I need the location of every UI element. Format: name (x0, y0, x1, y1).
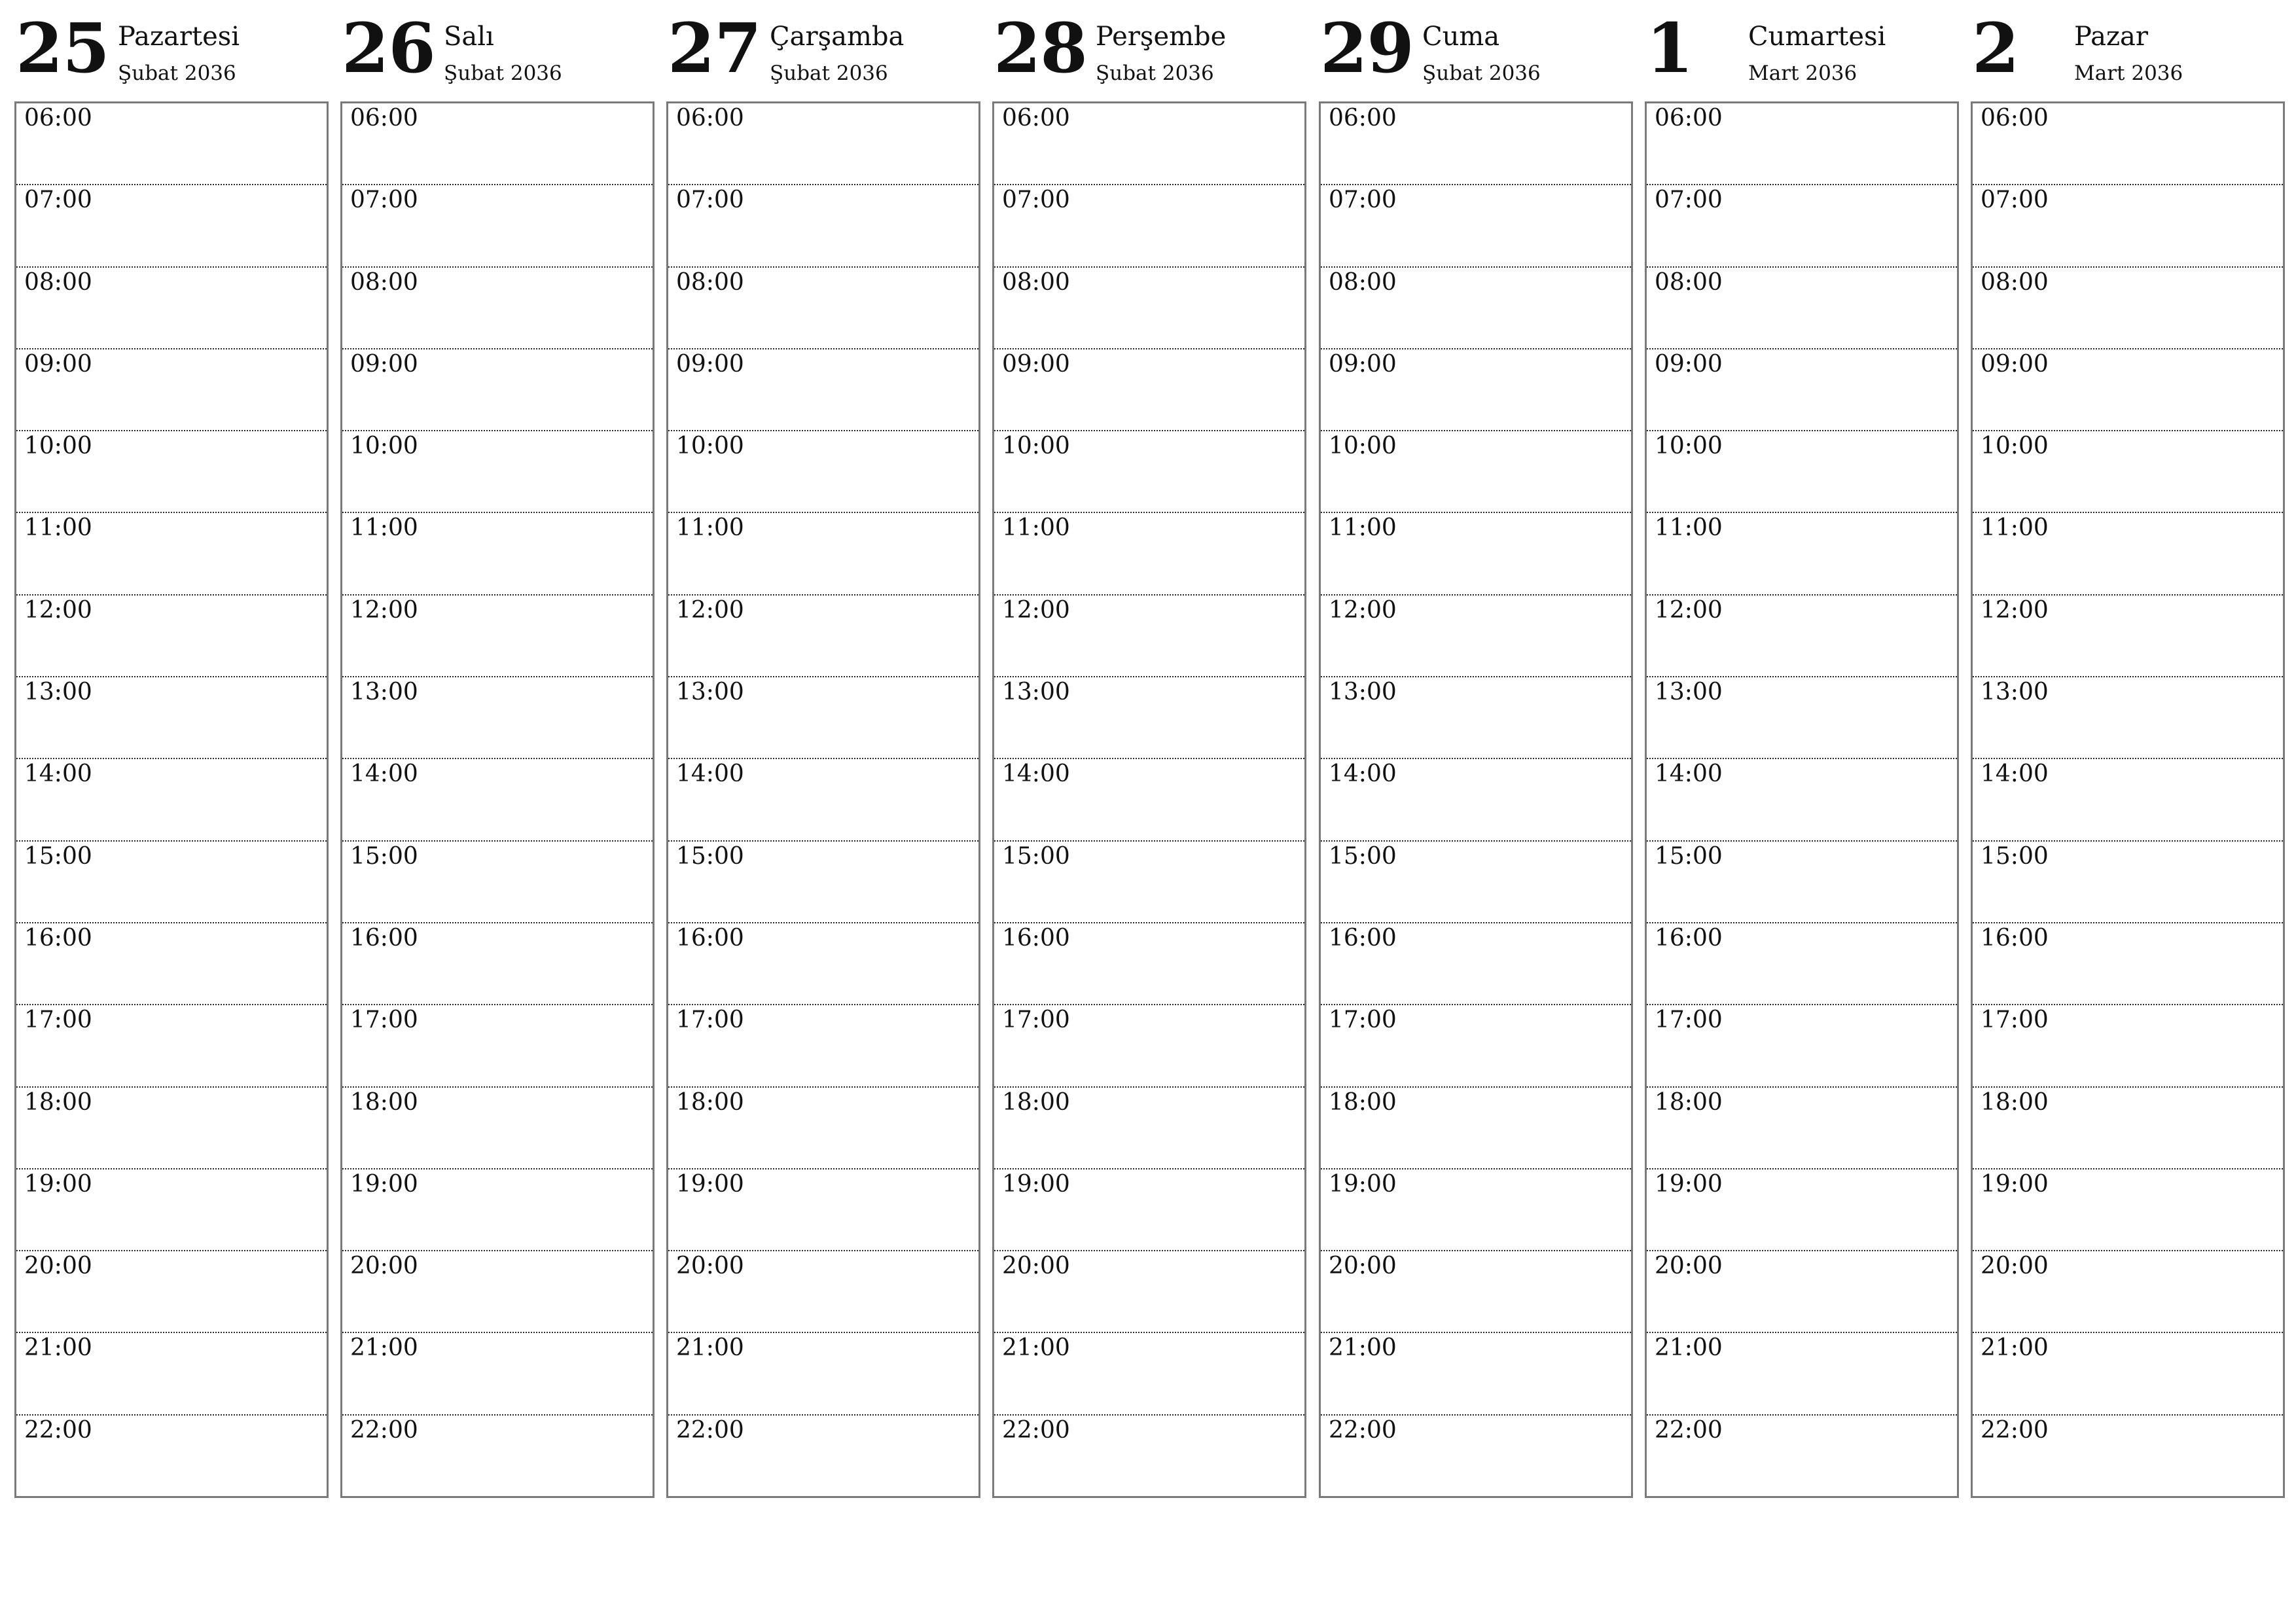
time-slot[interactable] (994, 513, 1304, 595)
time-slot[interactable] (1973, 759, 2283, 841)
time-slot-label: 14:00 (1655, 760, 1723, 788)
time-slot-label: 12:00 (676, 596, 744, 624)
time-slot-label: 15:00 (350, 842, 418, 870)
day-header (1971, 0, 2284, 101)
time-slot-label: 21:00 (1002, 1334, 1070, 1362)
day-column (992, 0, 1305, 1444)
day-name: Perşembe (1096, 22, 1227, 52)
time-slot-label: 15:00 (676, 842, 744, 870)
time-slot[interactable] (342, 513, 653, 595)
time-slot-label: 13:00 (1981, 679, 2049, 706)
time-slot-label: 19:00 (1329, 1170, 1397, 1198)
time-slot-label: 21:00 (350, 1334, 418, 1362)
time-slot[interactable] (16, 842, 327, 923)
day-header (340, 0, 653, 101)
time-slot-label: 18:00 (350, 1088, 418, 1116)
time-slot[interactable] (16, 1169, 327, 1251)
time-slot-label: 09:00 (1981, 350, 2049, 378)
time-slot[interactable] (1647, 842, 1957, 923)
time-slot-label: 07:00 (1002, 187, 1070, 214)
time-slot[interactable] (342, 677, 653, 759)
day-number: 29 (1320, 8, 1414, 88)
day-schedule-box (666, 101, 980, 1498)
time-slot[interactable] (342, 349, 653, 431)
time-slot-label: 12:00 (1655, 596, 1723, 624)
time-slot-label: 18:00 (24, 1088, 92, 1116)
time-slot-label: 18:00 (1002, 1088, 1070, 1116)
time-slot-label: 06:00 (1655, 105, 1723, 132)
time-slot[interactable] (16, 596, 327, 677)
time-slot[interactable] (16, 1416, 327, 1497)
time-slot-label: 19:00 (1002, 1170, 1070, 1198)
time-slot-label: 14:00 (1002, 760, 1070, 788)
time-slot-label: 10:00 (676, 433, 744, 460)
time-slot[interactable] (342, 103, 653, 185)
time-slot-label: 14:00 (1981, 760, 2049, 788)
time-slot-label: 09:00 (1002, 350, 1070, 378)
day-schedule-box (1319, 101, 1633, 1498)
time-slot[interactable] (1321, 1251, 1631, 1333)
time-slot[interactable] (994, 1333, 1304, 1415)
time-slot[interactable] (668, 1005, 978, 1087)
time-slot-label: 07:00 (1981, 187, 2049, 214)
time-slot[interactable] (1321, 596, 1631, 677)
time-slot[interactable] (668, 1088, 978, 1169)
time-slot-label: 07:00 (1329, 187, 1397, 214)
time-slot[interactable] (1321, 268, 1631, 349)
time-slot[interactable] (16, 1005, 327, 1087)
time-slot[interactable] (1647, 1169, 1957, 1251)
time-slot[interactable] (1973, 431, 2283, 513)
time-slot[interactable] (1321, 677, 1631, 759)
time-slot[interactable] (1647, 1251, 1957, 1333)
time-slot-label: 12:00 (350, 596, 418, 624)
time-slot-label: 13:00 (1002, 679, 1070, 706)
day-number: 2 (1972, 8, 2019, 88)
time-slot[interactable] (342, 1088, 653, 1169)
time-slot-label: 22:00 (1655, 1416, 1723, 1444)
day-name: Pazartesi (118, 22, 240, 52)
time-slot[interactable] (994, 677, 1304, 759)
time-slot-label: 15:00 (1655, 842, 1723, 870)
time-slot-label: 08:00 (24, 268, 92, 296)
time-slot-label: 19:00 (676, 1170, 744, 1198)
day-column (1971, 0, 2284, 1444)
time-slot[interactable] (1973, 513, 2283, 595)
time-slot[interactable] (16, 759, 327, 841)
time-slot-label: 15:00 (1002, 842, 1070, 870)
time-slot-label: 07:00 (676, 187, 744, 214)
time-slot-label: 11:00 (1981, 514, 2049, 542)
time-slot[interactable] (1647, 349, 1957, 431)
time-slot-label: 11:00 (1329, 514, 1397, 542)
time-slot[interactable] (16, 268, 327, 349)
day-name: Cumartesi (1748, 22, 1886, 52)
time-slot[interactable] (994, 759, 1304, 841)
time-slot-label: 11:00 (1002, 514, 1070, 542)
time-slot[interactable] (668, 1416, 978, 1497)
time-slot[interactable] (1973, 1333, 2283, 1415)
day-column (666, 0, 979, 1444)
time-slot[interactable] (668, 185, 978, 267)
time-slot[interactable] (994, 1088, 1304, 1169)
time-slot-label: 10:00 (1002, 433, 1070, 460)
time-slot-label: 20:00 (350, 1253, 418, 1280)
time-slot[interactable] (668, 842, 978, 923)
time-slot-label: 07:00 (1655, 187, 1723, 214)
time-slot[interactable] (1647, 103, 1957, 185)
time-slot-label: 08:00 (1329, 268, 1397, 296)
time-slot[interactable] (994, 596, 1304, 677)
time-slot-label: 08:00 (1002, 268, 1070, 296)
time-slot[interactable] (668, 1251, 978, 1333)
time-slot-label: 20:00 (1329, 1253, 1397, 1280)
time-slot-label: 21:00 (1329, 1334, 1397, 1362)
time-slot-label: 09:00 (1329, 350, 1397, 378)
time-slot[interactable] (994, 1005, 1304, 1087)
time-slot[interactable] (1321, 1088, 1631, 1169)
time-slot-label: 22:00 (1002, 1416, 1070, 1444)
time-slot-label: 10:00 (1655, 433, 1723, 460)
time-slot[interactable] (342, 1416, 653, 1497)
time-slot-label: 17:00 (1655, 1007, 1723, 1034)
day-month: Şubat 2036 (1422, 62, 1541, 85)
time-slot[interactable] (1647, 1333, 1957, 1415)
time-slot-label: 17:00 (1981, 1007, 2049, 1034)
time-slot-label: 17:00 (1002, 1007, 1070, 1034)
time-slot-label: 11:00 (1655, 514, 1723, 542)
time-slot-label: 09:00 (676, 350, 744, 378)
time-slot[interactable] (16, 677, 327, 759)
time-slot-label: 16:00 (676, 924, 744, 952)
day-schedule-box (14, 101, 329, 1498)
time-slot-label: 15:00 (24, 842, 92, 870)
time-slot-label: 16:00 (1981, 924, 2049, 952)
time-slot-label: 08:00 (1655, 268, 1723, 296)
time-slot[interactable] (1321, 923, 1631, 1005)
time-slot[interactable] (1647, 923, 1957, 1005)
day-schedule-box (1645, 101, 1959, 1498)
time-slot-label: 22:00 (676, 1416, 744, 1444)
day-header (992, 0, 1305, 101)
time-slot[interactable] (1973, 923, 2283, 1005)
time-slot-label: 13:00 (350, 679, 418, 706)
time-slot-label: 16:00 (1329, 924, 1397, 952)
time-slot-label: 14:00 (1329, 760, 1397, 788)
time-slot[interactable] (668, 596, 978, 677)
time-slot[interactable] (16, 185, 327, 267)
day-month: Mart 2036 (2074, 62, 2183, 85)
time-slot-label: 16:00 (1002, 924, 1070, 952)
time-slot-label: 16:00 (24, 924, 92, 952)
time-slot-label: 19:00 (24, 1170, 92, 1198)
time-slot[interactable] (1321, 513, 1631, 595)
day-header (1645, 0, 1958, 101)
time-slot[interactable] (342, 596, 653, 677)
time-slot[interactable] (994, 1416, 1304, 1497)
time-slot-label: 17:00 (350, 1007, 418, 1034)
time-slot-label: 22:00 (24, 1416, 92, 1444)
time-slot[interactable] (1647, 759, 1957, 841)
time-slot[interactable] (1321, 1169, 1631, 1251)
time-slot-label: 18:00 (1981, 1088, 2049, 1116)
time-slot[interactable] (342, 1251, 653, 1333)
time-slot[interactable] (668, 513, 978, 595)
time-slot[interactable] (668, 1169, 978, 1251)
time-slot[interactable] (16, 431, 327, 513)
time-slot[interactable] (994, 1251, 1304, 1333)
day-schedule-box (992, 101, 1306, 1498)
time-slot[interactable] (994, 923, 1304, 1005)
time-slot-label: 12:00 (1002, 596, 1070, 624)
time-slot-label: 21:00 (1981, 1334, 2049, 1362)
time-slot[interactable] (994, 349, 1304, 431)
time-slot-label: 09:00 (350, 350, 418, 378)
day-header (14, 0, 327, 101)
time-slot-label: 13:00 (1329, 679, 1397, 706)
time-slot[interactable] (1647, 185, 1957, 267)
time-slot-label: 21:00 (24, 1334, 92, 1362)
time-slot[interactable] (1647, 596, 1957, 677)
time-slot[interactable] (1647, 677, 1957, 759)
time-slot[interactable] (1321, 431, 1631, 513)
time-slot[interactable] (1973, 1416, 2283, 1497)
time-slot-label: 11:00 (676, 514, 744, 542)
time-slot-label: 08:00 (1981, 268, 2049, 296)
time-slot[interactable] (1973, 842, 2283, 923)
day-schedule-box (340, 101, 655, 1498)
day-number: 1 (1646, 8, 1693, 88)
time-slot-label: 16:00 (350, 924, 418, 952)
time-slot-label: 18:00 (1655, 1088, 1723, 1116)
time-slot[interactable] (668, 1333, 978, 1415)
time-slot-label: 22:00 (1329, 1416, 1397, 1444)
time-slot-label: 10:00 (24, 433, 92, 460)
day-month: Şubat 2036 (1096, 62, 1214, 85)
time-slot[interactable] (1647, 1088, 1957, 1169)
time-slot[interactable] (1647, 431, 1957, 513)
time-slot-label: 11:00 (24, 514, 92, 542)
time-slot-label: 10:00 (1329, 433, 1397, 460)
time-slot[interactable] (342, 923, 653, 1005)
day-number: 28 (994, 8, 1087, 88)
time-slot[interactable] (668, 677, 978, 759)
time-slot[interactable] (668, 103, 978, 185)
time-slot[interactable] (994, 842, 1304, 923)
time-slot[interactable] (1973, 349, 2283, 431)
time-slot[interactable] (1321, 103, 1631, 185)
time-slot[interactable] (1321, 842, 1631, 923)
day-column (1645, 0, 1958, 1444)
time-slot-label: 22:00 (1981, 1416, 2049, 1444)
time-slot[interactable] (1647, 1416, 1957, 1497)
time-slot-label: 09:00 (24, 350, 92, 378)
time-slot-label: 13:00 (1655, 679, 1723, 706)
time-slot[interactable] (16, 349, 327, 431)
time-slot[interactable] (1973, 268, 2283, 349)
time-slot-label: 10:00 (1981, 433, 2049, 460)
day-header (666, 0, 979, 101)
time-slot[interactable] (342, 431, 653, 513)
day-number: 25 (16, 8, 109, 88)
time-slot[interactable] (994, 103, 1304, 185)
day-name: Salı (444, 22, 494, 52)
time-slot-label: 10:00 (350, 433, 418, 460)
time-slot-label: 06:00 (24, 105, 92, 132)
time-slot[interactable] (1321, 185, 1631, 267)
time-slot[interactable] (994, 431, 1304, 513)
time-slot[interactable] (668, 431, 978, 513)
time-slot-label: 08:00 (676, 268, 744, 296)
time-slot-label: 14:00 (350, 760, 418, 788)
time-slot-label: 19:00 (1655, 1170, 1723, 1198)
time-slot-label: 12:00 (1981, 596, 2049, 624)
time-slot[interactable] (668, 759, 978, 841)
day-column (1319, 0, 1632, 1444)
time-slot-label: 13:00 (24, 679, 92, 706)
time-slot-label: 14:00 (676, 760, 744, 788)
day-name: Cuma (1422, 22, 1500, 52)
time-slot-label: 19:00 (350, 1170, 418, 1198)
time-slot-label: 11:00 (350, 514, 418, 542)
time-slot-label: 14:00 (24, 760, 92, 788)
day-name: Çarşamba (770, 22, 905, 52)
day-column (14, 0, 327, 1444)
time-slot-label: 06:00 (676, 105, 744, 132)
time-slot[interactable] (994, 1169, 1304, 1251)
time-slot-label: 06:00 (1002, 105, 1070, 132)
time-slot-label: 12:00 (24, 596, 92, 624)
time-slot-label: 15:00 (1329, 842, 1397, 870)
day-column (340, 0, 653, 1444)
time-slot-label: 21:00 (676, 1334, 744, 1362)
time-slot-label: 18:00 (676, 1088, 744, 1116)
time-slot-label: 21:00 (1655, 1334, 1723, 1362)
time-slot-label: 07:00 (24, 187, 92, 214)
day-name: Pazar (2074, 22, 2149, 52)
time-slot[interactable] (1973, 1251, 2283, 1333)
time-slot[interactable] (668, 268, 978, 349)
time-slot-label: 15:00 (1981, 842, 2049, 870)
time-slot[interactable] (1647, 1005, 1957, 1087)
time-slot[interactable] (1973, 596, 2283, 677)
time-slot-label: 20:00 (676, 1253, 744, 1280)
time-slot-label: 13:00 (676, 679, 744, 706)
time-slot-label: 06:00 (350, 105, 418, 132)
time-slot-label: 17:00 (24, 1007, 92, 1034)
day-month: Mart 2036 (1748, 62, 1857, 85)
time-slot[interactable] (16, 1088, 327, 1169)
time-slot[interactable] (342, 842, 653, 923)
time-slot[interactable] (16, 103, 327, 185)
time-slot[interactable] (1973, 103, 2283, 185)
time-slot[interactable] (16, 1333, 327, 1415)
time-slot[interactable] (342, 1005, 653, 1087)
time-slot[interactable] (16, 513, 327, 595)
time-slot[interactable] (1647, 268, 1957, 349)
time-slot[interactable] (1647, 513, 1957, 595)
time-slot[interactable] (342, 1169, 653, 1251)
day-schedule-box (1971, 101, 2285, 1498)
time-slot[interactable] (1973, 1088, 2283, 1169)
time-slot-label: 19:00 (1981, 1170, 2049, 1198)
day-month: Şubat 2036 (118, 62, 236, 85)
time-slot[interactable] (342, 759, 653, 841)
time-slot[interactable] (1321, 349, 1631, 431)
time-slot[interactable] (994, 185, 1304, 267)
time-slot-label: 22:00 (350, 1416, 418, 1444)
time-slot-label: 20:00 (1981, 1253, 2049, 1280)
time-slot[interactable] (342, 1333, 653, 1415)
time-slot[interactable] (1973, 1169, 2283, 1251)
time-slot[interactable] (1321, 1333, 1631, 1415)
time-slot[interactable] (668, 349, 978, 431)
time-slot[interactable] (342, 185, 653, 267)
time-slot-label: 18:00 (1329, 1088, 1397, 1116)
time-slot-label: 06:00 (1329, 105, 1397, 132)
time-slot[interactable] (668, 923, 978, 1005)
time-slot[interactable] (1321, 1416, 1631, 1497)
time-slot[interactable] (994, 268, 1304, 349)
time-slot[interactable] (1321, 1005, 1631, 1087)
day-number: 26 (342, 8, 435, 88)
day-month: Şubat 2036 (444, 62, 562, 85)
day-month: Şubat 2036 (770, 62, 888, 85)
time-slot[interactable] (16, 923, 327, 1005)
time-slot-label: 12:00 (1329, 596, 1397, 624)
time-slot-label: 20:00 (1655, 1253, 1723, 1280)
time-slot-label: 16:00 (1655, 924, 1723, 952)
time-slot[interactable] (1973, 185, 2283, 267)
day-header (1319, 0, 1632, 101)
time-slot[interactable] (342, 268, 653, 349)
day-number: 27 (668, 8, 761, 88)
time-slot-label: 09:00 (1655, 350, 1723, 378)
time-slot-label: 17:00 (1329, 1007, 1397, 1034)
time-slot-label: 20:00 (1002, 1253, 1070, 1280)
time-slot[interactable] (16, 1251, 327, 1333)
time-slot[interactable] (1321, 759, 1631, 841)
time-slot[interactable] (1973, 677, 2283, 759)
time-slot[interactable] (1973, 1005, 2283, 1087)
time-slot-label: 17:00 (676, 1007, 744, 1034)
time-slot-label: 08:00 (350, 268, 418, 296)
time-slot-label: 06:00 (1981, 105, 2049, 132)
time-slot-label: 20:00 (24, 1253, 92, 1280)
time-slot-label: 07:00 (350, 187, 418, 214)
